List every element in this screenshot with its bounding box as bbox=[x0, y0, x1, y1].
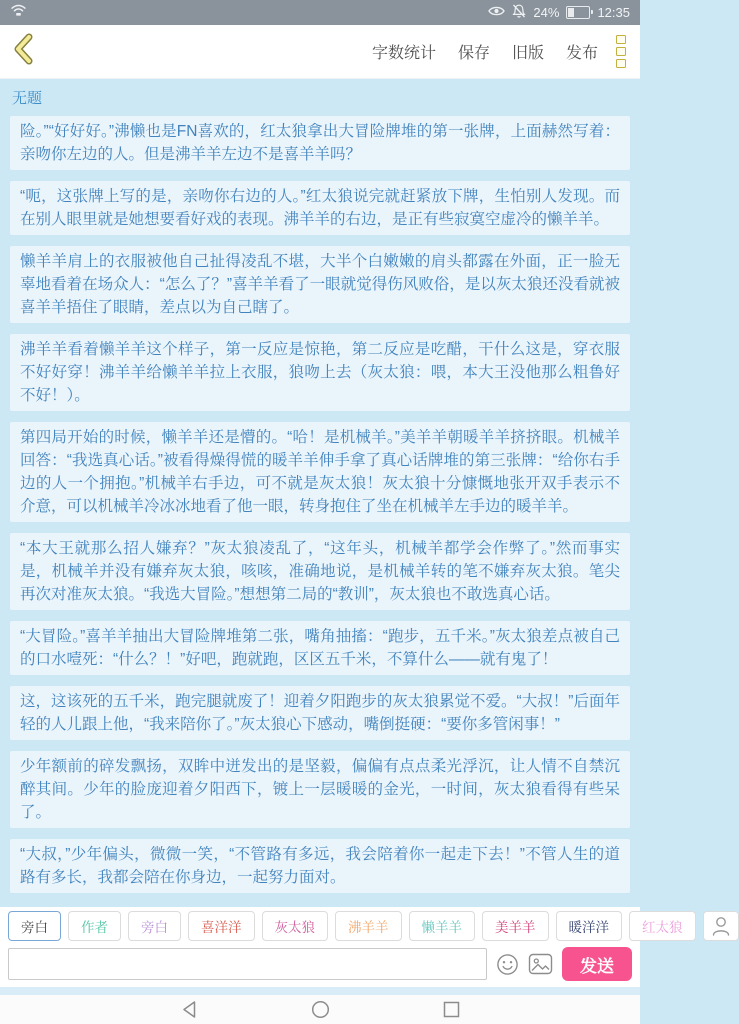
battery-percent-text: 24% bbox=[533, 5, 560, 20]
story-paragraph[interactable]: “大叔，”少年偏头，微微一笑，“不管路有多远，我会陪着你一起走下去！”不管人生的道路有多长，我都会陪在你身边，一起努力面对。 bbox=[10, 839, 630, 893]
character-button[interactable]: 旁白 bbox=[8, 911, 61, 941]
old-version-button[interactable]: 旧版 bbox=[511, 45, 544, 62]
character-button[interactable]: 暖洋洋 bbox=[556, 911, 623, 941]
eye-protection-icon bbox=[488, 5, 505, 20]
character-button[interactable]: 沸羊羊 bbox=[335, 911, 402, 941]
story-body bbox=[10, 116, 630, 893]
message-input-row bbox=[8, 947, 632, 981]
battery-icon bbox=[566, 6, 590, 19]
story-paragraph[interactable]: 懒羊羊肩上的衣服被他自己扯得凌乱不堪，大半个白嫩嫩的肩头都露在外面，正一脸无辜地看着在场众人：“怎么了？”喜羊羊看了一眼就觉得伤风败俗，是以灰太狼还没看就被喜羊羊捂住了眼睛，差点以为自己瞎了。 bbox=[10, 246, 630, 323]
image-attach-icon[interactable] bbox=[528, 953, 553, 975]
panel-divider bbox=[0, 987, 640, 995]
emoji-icon[interactable] bbox=[496, 953, 519, 976]
send-button[interactable]: 发送 bbox=[562, 947, 632, 981]
story-paragraph[interactable]: 这，这该死的五千米，跑完腿就废了！迎着夕阳跑步的灰太狼累觉不爱。“大叔！”后面年轻的人儿跟上他，“我来陪你了。”灰太狼心下感动，嘴倒挺硬：“要你多管闲事！” bbox=[10, 686, 630, 740]
story-paragraph[interactable]: 少年额前的碎发飘扬，双眸中迸发出的是坚毅，偏偏有点点柔光浮沉，让人情不自禁沉醉其间。少年的脸庞迎着夕阳西下，镀上一层暖暖的金光，一时间，灰太狼看得有些呆了。 bbox=[10, 751, 630, 828]
story-paragraph[interactable]: 险。”“好好好。”沸懒也是FN喜欢的，红太狼拿出大冒险牌堆的第一张牌，上面赫然写着：亲吻你左边的人。但是沸羊羊左边不是喜羊羊吗？ bbox=[10, 116, 630, 170]
character-button[interactable]: 旁白 bbox=[128, 911, 181, 941]
nav-back-icon[interactable] bbox=[180, 1000, 199, 1019]
overflow-menu-icon[interactable] bbox=[614, 33, 628, 70]
composer-panel bbox=[0, 907, 683, 987]
word-count-button[interactable]: 字数统计 bbox=[371, 45, 436, 62]
story-paragraph[interactable]: “本大王就那么招人嫌弃？”灰太狼凌乱了，“这年头，机械羊都学会作弊了。”然而事实是，机械羊并没有嫌弃灰太狼，咳咳，准确地说，是机械羊转的笔不嫌弃灰太狼。笔尖再次对准灰太狼。“我选大冒险。”想想第二局的“教训”，灰太狼也不敢选真心话。 bbox=[10, 533, 630, 610]
publish-button[interactable]: 发布 bbox=[565, 45, 598, 62]
character-button[interactable]: 红太狼 bbox=[629, 911, 696, 941]
story-paragraph[interactable]: 沸羊羊看着懒羊羊这个样子，第一反应是惊艳，第二反应是吃醋，干什么这是，穿衣服不好好穿！沸羊羊给懒羊羊拉上衣服，狼吻上去（灰太狼：喂，本大王没他那么粗鲁好不好！）。 bbox=[10, 334, 630, 411]
character-button[interactable]: 喜洋洋 bbox=[188, 911, 255, 941]
character-button[interactable]: 灰太狼 bbox=[262, 911, 329, 941]
character-button[interactable]: 美羊羊 bbox=[482, 911, 549, 941]
story-paragraph[interactable]: “大冒险。”喜羊羊抽出大冒险牌堆第二张，嘴角抽搐：“跑步，五千米。”灰太狼差点被自己的口水噎死：“什么？！”好吧，跑就跑，区区五千米，不算什么——就有鬼了！ bbox=[10, 621, 630, 675]
character-button[interactable]: 作者 bbox=[68, 911, 121, 941]
status-bar bbox=[0, 0, 640, 25]
wifi-icon bbox=[10, 3, 27, 22]
character-button[interactable]: 懒羊羊 bbox=[409, 911, 476, 941]
android-nav-bar bbox=[0, 995, 640, 1024]
nav-recents-icon[interactable] bbox=[442, 1000, 461, 1019]
story-title[interactable]: 无题 bbox=[12, 90, 43, 107]
story-paragraph[interactable]: “呃，这张牌上写的是，亲吻你右边的人。”红太狼说完就赶紧放下牌，生怕别人发现。而在别人眼里就是她想要看好戏的表现。沸羊羊的右边，是正有些寂寞空虚冷的懒羊羊。 bbox=[10, 181, 630, 235]
nav-home-icon[interactable] bbox=[311, 1000, 330, 1019]
editor-toolbar bbox=[0, 25, 640, 79]
save-button[interactable]: 保存 bbox=[457, 45, 490, 62]
dialogue-input[interactable] bbox=[8, 948, 487, 980]
add-character-button[interactable] bbox=[703, 911, 739, 941]
person-icon bbox=[711, 915, 731, 937]
character-select-bar bbox=[8, 911, 683, 941]
back-button[interactable] bbox=[12, 33, 34, 70]
status-time: 12:35 bbox=[597, 5, 630, 20]
mute-bell-icon bbox=[512, 4, 526, 21]
story-content bbox=[0, 79, 640, 907]
story-paragraph[interactable]: 第四局开始的时候，懒羊羊还是懵的。“哈！是机械羊。”美羊羊朝暖羊羊挤挤眼。机械羊回答：“我选真心话。”被看得燥得慌的暖羊羊伸手拿了真心话牌堆的第三张牌：“给你右手边的人一个拥抱。”机械羊右手边，可不就是灰太狼！灰太狼十分慷慨地张开双手表示不介意，可以机械羊冷冰冰地看了他一眼，转身抱住了坐在机械羊左手边的暖羊羊。 bbox=[10, 422, 630, 522]
